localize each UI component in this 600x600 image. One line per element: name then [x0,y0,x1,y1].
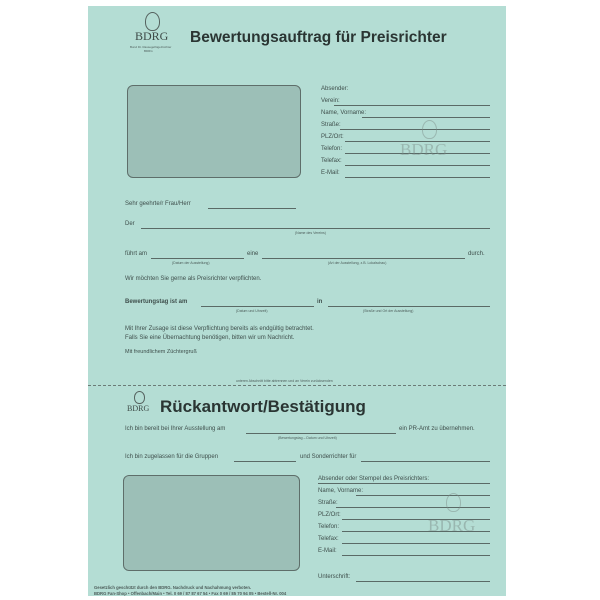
date-caption: (Datum der Ausstellung) [172,261,210,265]
bdrg-logo [122,10,182,70]
logo-subtitle-2: BDRG [144,49,153,53]
reply-stamp-text: BDRG [428,516,476,535]
cut-line [88,385,506,386]
bewertungstag-label: Bewertungstag ist am [125,299,188,305]
exhibition-date-line[interactable] [151,258,244,259]
sender-heading: Absender: [321,86,349,92]
eine-label: eine [247,251,259,257]
reply-logo [124,391,164,421]
reply-field-label: PLZ/Ort: [318,512,341,518]
reply-field-label: Name, Vorname: [318,488,364,494]
reply-line-1-end: ein PR-Amt zu übernehmen. [399,426,475,432]
sender-field-label: PLZ/Ort: [321,134,344,140]
rooster-emblem-icon [134,391,145,404]
sender-field-line[interactable] [334,105,490,106]
sender-field-label: Telefax: [321,158,342,164]
sender-field-line[interactable] [362,117,490,118]
overnight-paragraph: Falls Sie eine Übernachtung benötigen, bitten wir um Nachricht. [125,335,295,341]
reply-line-2-start: Ich bin zugelassen für die Gruppen [125,454,219,460]
logo-text: BDRG [135,29,169,43]
rooster-stamp-icon [446,493,461,512]
reply-field-label: Straße: [318,500,338,506]
request-text: Wir möchten Sie gerne als Preisrichter verpflichten. [125,276,262,282]
reply-line-1-start: Ich bin bereit bei Ihrer Ausstellung am [125,426,226,432]
reply-field-label: Telefax: [318,536,339,542]
reply-field-label: Telefon: [318,524,340,530]
signature-label: Unterschrift: [318,574,351,580]
form-title: Bewertungsauftrag für Preisrichter [190,29,447,46]
signature-line[interactable] [356,581,490,582]
type-caption: (Art der Ausstellung, z.B. Lokalschau) [328,261,387,265]
reply-sender-line[interactable] [318,483,490,484]
judging-place-line[interactable] [328,306,490,307]
reply-address-window [123,475,300,571]
rooster-stamp-icon [422,120,437,139]
sender-stamp [400,120,460,180]
der-label: Der [125,221,135,227]
in-label: in [317,299,323,305]
reply-field-label: E-Mail: [318,548,337,554]
commitment-paragraph: Mit Ihrer Zusage ist diese Verpflichtung bereits als endgültig betrachtet. [125,326,314,332]
reply-groups-line[interactable] [234,461,296,462]
salutation: Sehr geehrte/r Frau/Herr [125,201,191,207]
exhibition-type-line[interactable] [262,258,465,259]
footer-copyright: Gesetzlich geschützt durch den BDRG. Nachdruck und Nachahmung verboten. [94,585,252,590]
reply-title: Rückantwort/Bestätigung [160,397,366,416]
stamp-text: BDRG [400,140,448,159]
reply-line-2-mid: und Sonderrichter für [300,454,357,460]
reply-date-line[interactable] [246,433,396,434]
sender-field-label: Name, Vorname: [321,110,367,116]
place-caption: (Straße und Ort der Ausstellung) [363,309,414,313]
judging-date-line[interactable] [201,306,314,307]
reply-sender-heading: Absender oder Stempel des Preisrichters: [318,476,430,482]
time-caption: (Datum und Uhrzeit) [236,309,268,313]
durch-label: durch. [468,251,485,257]
club-name-line[interactable] [141,228,490,229]
reply-special-judge-line[interactable] [361,461,490,462]
address-window [127,85,301,178]
reply-logo-text: BDRG [127,404,150,413]
footer-shop-info: BDRG Fan-Shop • Offenbach/Main • Tel. 0 69 / 87 87 67 54 • Fax 0 69 / 85 70 94 05 • Bestell-Nr. 004 [94,591,287,596]
sender-field-label: Telefon: [321,146,343,152]
reply-date-caption: (Bewertungstag – Datum und Uhrzeit) [278,436,337,440]
reply-field-line[interactable] [342,555,490,556]
salutation-line[interactable] [208,208,296,209]
club-name-caption: (Name des Vereins) [295,231,326,235]
logo-subtitle: Bund Dt. Rassegeflügelzüchter [130,45,172,49]
sender-field-label: E-Mail: [321,170,340,176]
sender-field-label: Verein: [321,98,340,104]
cut-note: unteren Abschnitt bitte abtrennen und an Verein zurücksenden [236,379,333,383]
sender-field-label: Straße: [321,122,341,128]
form-sheet [88,6,506,596]
fuehrt-am-label: führt am [125,251,148,257]
closing-text: Mit freundlichem Züchtergruß [125,349,197,355]
reply-stamp [428,493,488,553]
